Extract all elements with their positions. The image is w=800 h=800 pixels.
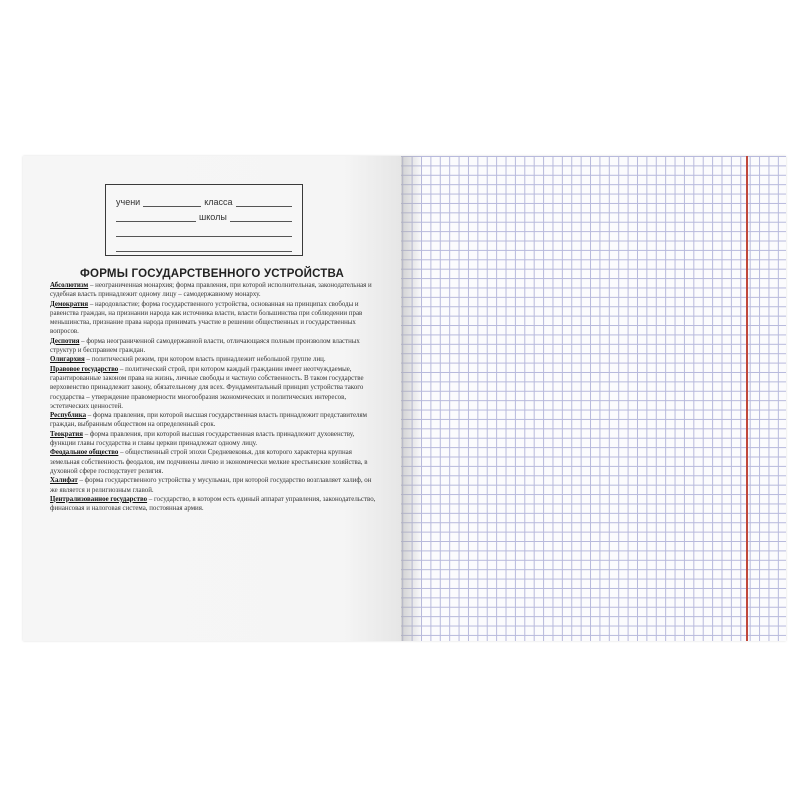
definition-text: – политический строй, при котором каждый гражданин имеет неотчуждаемые, гарантированные законом права на жизнь, личные свободы и частную собственность. В таком государстве верховенство принадлежит закону, обязательному для всех. Фундаментальный принцип устройства такого государства – утверждение правомерности многообразия экономических и политических интересов, эстетических ценностей.: [50, 365, 364, 410]
class-label: класса: [204, 197, 233, 207]
definition-item: [50, 355, 380, 364]
definition-term: Централизованное государство: [50, 495, 148, 503]
definition-term: Демократия: [50, 300, 89, 308]
left-cover-page: [23, 156, 401, 641]
definition-text: – форма государственного устройства у мусульман, при которой государство возглавляет халиф, он же является и религиозным главой.: [50, 477, 372, 494]
school-label: школы: [199, 212, 227, 222]
definition-term: Феодальное общество: [50, 449, 119, 457]
definition-item: [50, 411, 380, 430]
student-fill-line: [143, 198, 201, 207]
definition-text: – общественный строй эпохи Средневековья, для которого характерна крупная земельная собственность феодалов, им подчинены лично и экономически мелкие крестьянские хозяйства, в духовной сфере господствует религия.: [50, 449, 368, 475]
name-fill-line: [116, 213, 196, 222]
name-row-3: [116, 225, 292, 237]
definition-term: Республика: [50, 412, 87, 420]
definition-item: [50, 365, 380, 411]
definition-item: [50, 337, 380, 356]
definition-term: Олигархия: [50, 356, 85, 364]
definition-text: – форма правления, при которой высшая государственная власть принадлежит представителям граждан, выбранным обществом на определенный срок.: [50, 412, 367, 429]
notebook-spread: [23, 156, 786, 641]
definition-term: Халифат: [50, 477, 78, 485]
definition-item: [50, 495, 380, 514]
definition-term: Деспотия: [50, 337, 80, 345]
definition-term: Правовое государство: [50, 365, 119, 373]
definition-item: [50, 300, 380, 337]
class-fill-line: [236, 198, 292, 207]
page-gutter-shadow: [401, 156, 423, 641]
definition-item: [50, 476, 380, 495]
fill-line-4: [116, 243, 292, 252]
definition-text: – форма неограниченной самодержавной власти, отличающаяся полным произволом властных структур и бесправием граждан.: [50, 337, 360, 355]
name-label-box: [105, 184, 303, 256]
name-row-school: [116, 210, 292, 222]
definition-text: – политический режим, при котором власть принадлежит небольшой группе лиц.: [84, 356, 326, 364]
grid-page: [401, 156, 786, 641]
student-label: учени: [116, 197, 141, 207]
definition-text: – народовластие; форма государственного устройства, основанная на принципах свободы и равенства граждан, на признании народа как источника власти, власти большинства при соблюдении прав меньшинства, признание права народа принимать участие в решении общественных и государственных вопросов.: [50, 300, 363, 336]
definition-text: – государство, в котором есть единый аппарат управления, законодательство, финансовая и налоговая система, постоянная армия.: [50, 495, 376, 513]
definition-item: [50, 281, 380, 300]
definitions-list: [50, 281, 380, 513]
definition-term: Абсолютизм: [50, 282, 89, 289]
name-row-4: [116, 240, 292, 252]
fill-line-3: [116, 228, 292, 237]
definition-text: – форма правления, при которой высшая государственная власть принадлежит духовенству, функции главы государства и главы церкви принадлежат одному лицу.: [50, 430, 355, 448]
name-row-student: [116, 195, 292, 207]
page-title: ФОРМЫ ГОСУДАРСТВЕННОГО УСТРОЙСТВА: [80, 268, 344, 280]
definition-term: Теократия: [50, 430, 83, 438]
definition-item: [50, 430, 380, 449]
school-fill-line: [230, 213, 292, 222]
margin-line: [746, 156, 748, 641]
definition-item: [50, 448, 380, 476]
definition-text: – неограниченная монархия; форма правления, при которой исполнительная, законодательная и судебная власть принадлежит одному лицу – самодержавному монарху.: [50, 282, 372, 299]
